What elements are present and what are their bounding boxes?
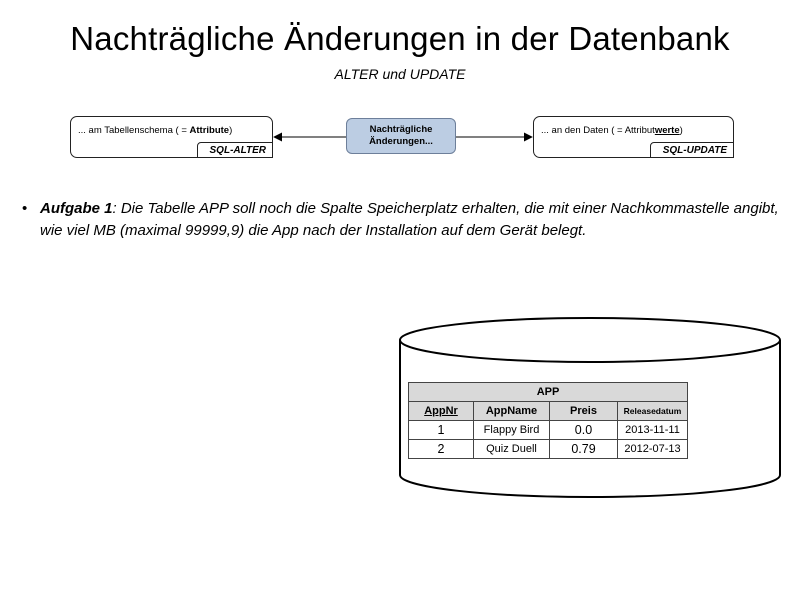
schema-change-text: ... am Tabellenschema ( = Attribute): [78, 125, 233, 136]
slide-title: Nachträgliche Änderungen in der Datenbank: [70, 20, 730, 57]
table-name: APP: [409, 383, 688, 402]
app-table: [408, 382, 688, 459]
sql-update-tag: SQL-UPDATE: [650, 142, 734, 158]
cell-preis: 0.79: [550, 440, 618, 459]
bullet-icon: •: [22, 200, 28, 217]
cell-appnr: 1: [409, 421, 474, 440]
changes-line1: Nachträgliche: [369, 124, 433, 135]
table-row: [409, 440, 688, 459]
data-change-text: ... an den Daten ( = Attributwerte): [541, 125, 683, 136]
cell-appname: Quiz Duell: [474, 440, 550, 459]
changes-center-box: [346, 118, 456, 154]
data-change-box: [533, 116, 734, 158]
col-header-releasedatum: Releasedatum: [618, 402, 688, 421]
sql-alter-tag: SQL-ALTER: [197, 142, 273, 158]
col-header-preis: Preis: [550, 402, 618, 421]
cell-releasedatum: 2013-11-11: [618, 421, 688, 440]
changes-line2: Änderungen...: [369, 136, 433, 147]
cell-releasedatum: 2012-07-13: [618, 440, 688, 459]
col-header-appnr: AppNr: [409, 402, 474, 421]
cell-preis: 0.0: [550, 421, 618, 440]
cell-appnr: 2: [409, 440, 474, 459]
schema-change-box: [70, 116, 273, 158]
table-row: [409, 421, 688, 440]
task-text: : Die Tabelle APP soll noch die Spalte Speicherplatz erhalten, die mit einer Nachkommastelle angibt, wie viel MB (maximal 99999,9) die App nach der Installation auf dem Gerät belegt.: [40, 200, 779, 239]
task-paragraph: [22, 198, 797, 242]
col-header-appname: AppName: [474, 402, 550, 421]
task-label: Aufgabe 1: [40, 200, 113, 217]
cell-appname: Flappy Bird: [474, 421, 550, 440]
slide-subtitle: ALTER und UPDATE: [334, 66, 466, 82]
